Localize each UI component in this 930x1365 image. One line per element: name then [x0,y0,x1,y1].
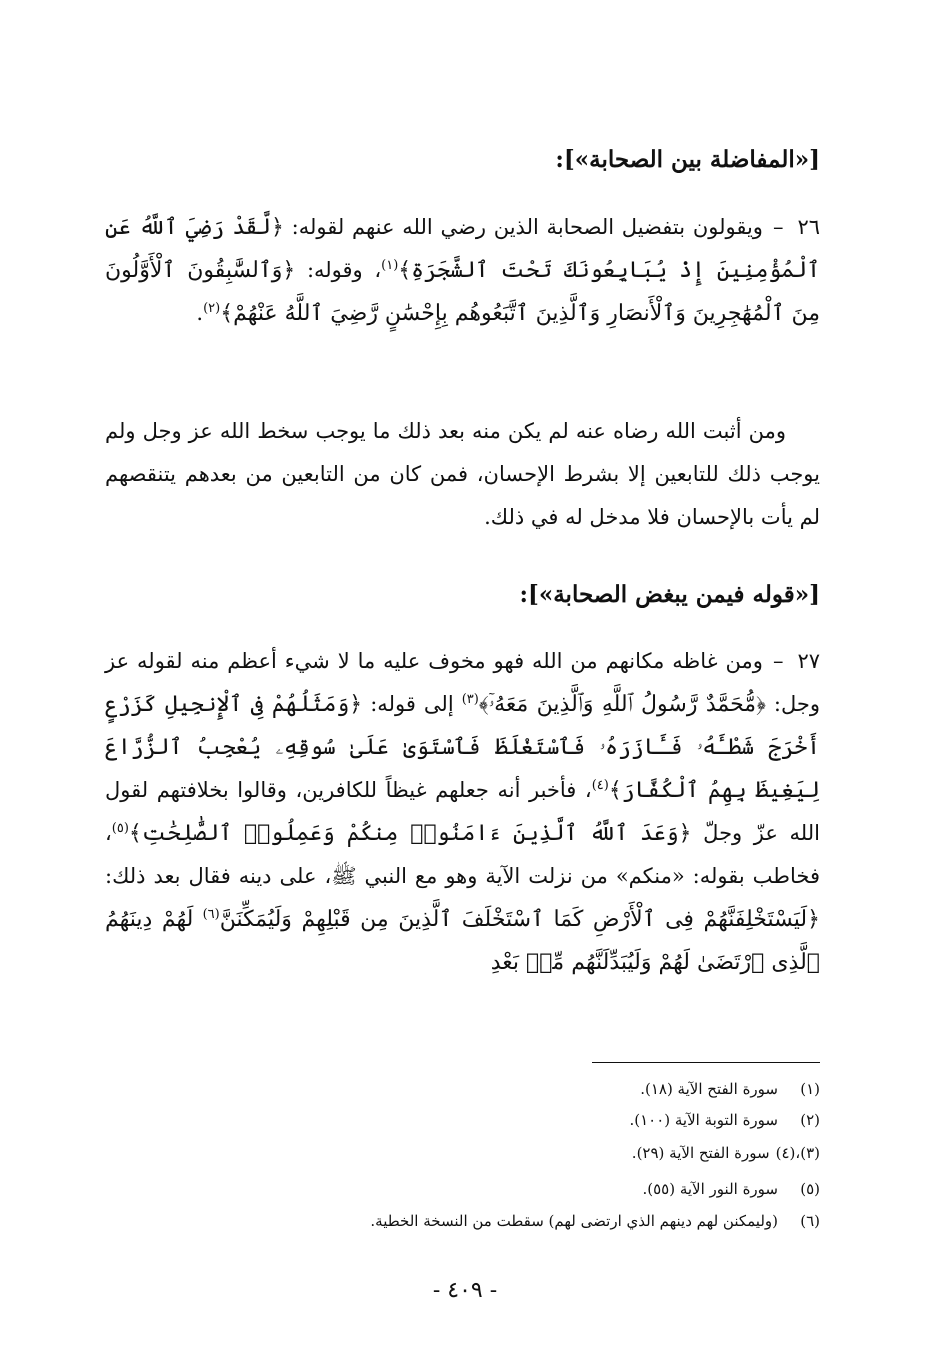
footnote-number: (٣)،(٤) [775,1144,820,1162]
dash: – [772,649,784,673]
paragraph-plain: ومن أثبت الله رضاه عنه لم يكن منه بعد ذلك ما يوجب سخط الله عز وجل ولم يوجب ذلك للتابعين إلا بشرط الإحسان، فمن كان من التابعين من بعدهم يتنقصهم لم يأت بالإحسان فلا مدخل له في ذلك. [105,419,820,529]
paragraph-text: ، فخاطب بقوله: «منكم» من نزلت الآية وهو مع النبي ﷺ، على دينه فقال بعد ذلك: [105,821,820,888]
quran-verse: ﴿مُّحَمَّدٌ رَّسُولُ ٱللَّهِ وَٱلَّذِينَ مَعَهُۥٓ﴾ [478,692,766,717]
footnote-ref: (٥) [111,821,129,836]
footnote-text: سورة النور الآية (٥٥). [642,1180,778,1198]
footnote-text: سورة الفتح الآية (١٨). [640,1080,778,1098]
paragraph-26 [105,206,820,335]
book-page [105,0,820,1365]
footnote [105,1078,820,1100]
paragraph-number: ٢٦ [797,215,821,239]
footnote-number: (٥) [800,1180,820,1198]
footnote-ref: (٦) [202,907,220,922]
footnote [105,1142,820,1164]
paragraph-text: ويقولون بتفضيل الصحابة الذين رضي الله عنهم لقوله: [291,215,763,239]
footnote [105,1178,820,1200]
paragraph-text: ، فأخبر أنه جعلهم غيظاً للكافرين، وقالوا بخلافتهم لقول الله عزّ وجلّ [105,778,820,845]
footnote [105,1109,820,1131]
quran-verse: ﴿وَٱلسَّٰبِقُونَ ٱلْأَوَّلُونَ مِنَ ٱلْمُهَٰجِرِينَ وَٱلْأَنصَارِ وَٱلَّذِينَ ٱتَّبَعُوهُم بِإِحْسَٰنٍ رَّضِيَ ٱللَّهُ عَنْهُمْ﴾ [105,258,820,326]
paragraph-text: ، وقوله: [306,258,382,282]
footnote-ref: (٣) [461,692,479,707]
footnote-ref: (١) [381,258,399,273]
quran-verse: ﴿لَيَسْتَخْلِفَنَّهُمْ فِى ٱلْأَرْضِ كَمَا ٱسْتَخْلَفَ ٱلَّذِينَ مِن قَبْلِهِمْ وَلَيُمَكِّنَنَّ [219,907,820,932]
footnote-separator [592,1062,820,1063]
paragraph-text: ومن غاظه مكانهم من الله فهو مخوف عليه ما لا شيء أعظم منه لقوله عز وجل: [105,649,820,716]
quran-verse: ﴿وَمَثَلُهُمْ فِى ٱلْإِنجِيلِ كَزَرْعٍ أَخْرَجَ شَطْـَٔهُۥ فَـَٔازَرَهُۥ فَٱسْتَغْلَظَ فَٱسْتَوَىٰ عَلَىٰ سُوقِهِۦ يُعْجِبُ ٱلزُّرَّاعَ لِيَغِيظَ بِهِمُ ٱلْكُفَّارَ﴾ [105,692,820,803]
footnote-number: (١) [800,1080,820,1098]
paragraph-number: ٢٧ [797,649,820,673]
footnote-text: سورة الفتح الآية (٢٩). [631,1144,770,1162]
dash: – [772,215,784,239]
paragraph-text: . [196,301,204,325]
quran-verse: ﴿لَّقَدْ رَضِيَ ٱللَّهُ عَنِ ٱلْمُؤْمِنِينَ إِذْ يُبَايِعُونَكَ تَحْتَ ٱلشَّجَرَةِ﴾ [105,215,820,283]
footnote-number: (٦) [800,1212,820,1230]
paragraph-27 [105,640,820,984]
page-number: - ٤٠٩ - [432,1278,498,1303]
footnote-ref: (٢) [203,301,221,316]
footnote-text: (وليمكنن لهم دينهم الذي ارتضى لهم) سقطت من النسخة الخطية. [370,1212,778,1230]
footnote-number: (٢) [800,1111,820,1129]
paragraph-text: إلى قوله: [370,692,454,716]
section-heading-hatred: [«قوله فيمن يبغض الصحابة»]: [519,581,820,608]
quran-verse: لَهُمْ دِينَهُمُ ٱلَّذِى ٱرْتَضَىٰ لَهُمْ وَلَيُبَدِّلَنَّهُم مِّنۢ بَعْدِ [105,907,820,975]
footnote-text: سورة التوبة الآية (١٠٠). [629,1111,778,1129]
footnote [105,1210,820,1232]
quran-verse: ﴿وَعَدَ ٱللَّهُ ٱلَّذِينَ ءَامَنُوا۟ مِنكُمْ وَعَمِلُوا۟ ٱلصَّٰلِحَٰتِ﴾ [128,821,692,846]
section-heading-preference: [«المفاضلة بين الصحابة»]: [555,146,820,173]
footnote-ref: (٤) [591,778,609,793]
